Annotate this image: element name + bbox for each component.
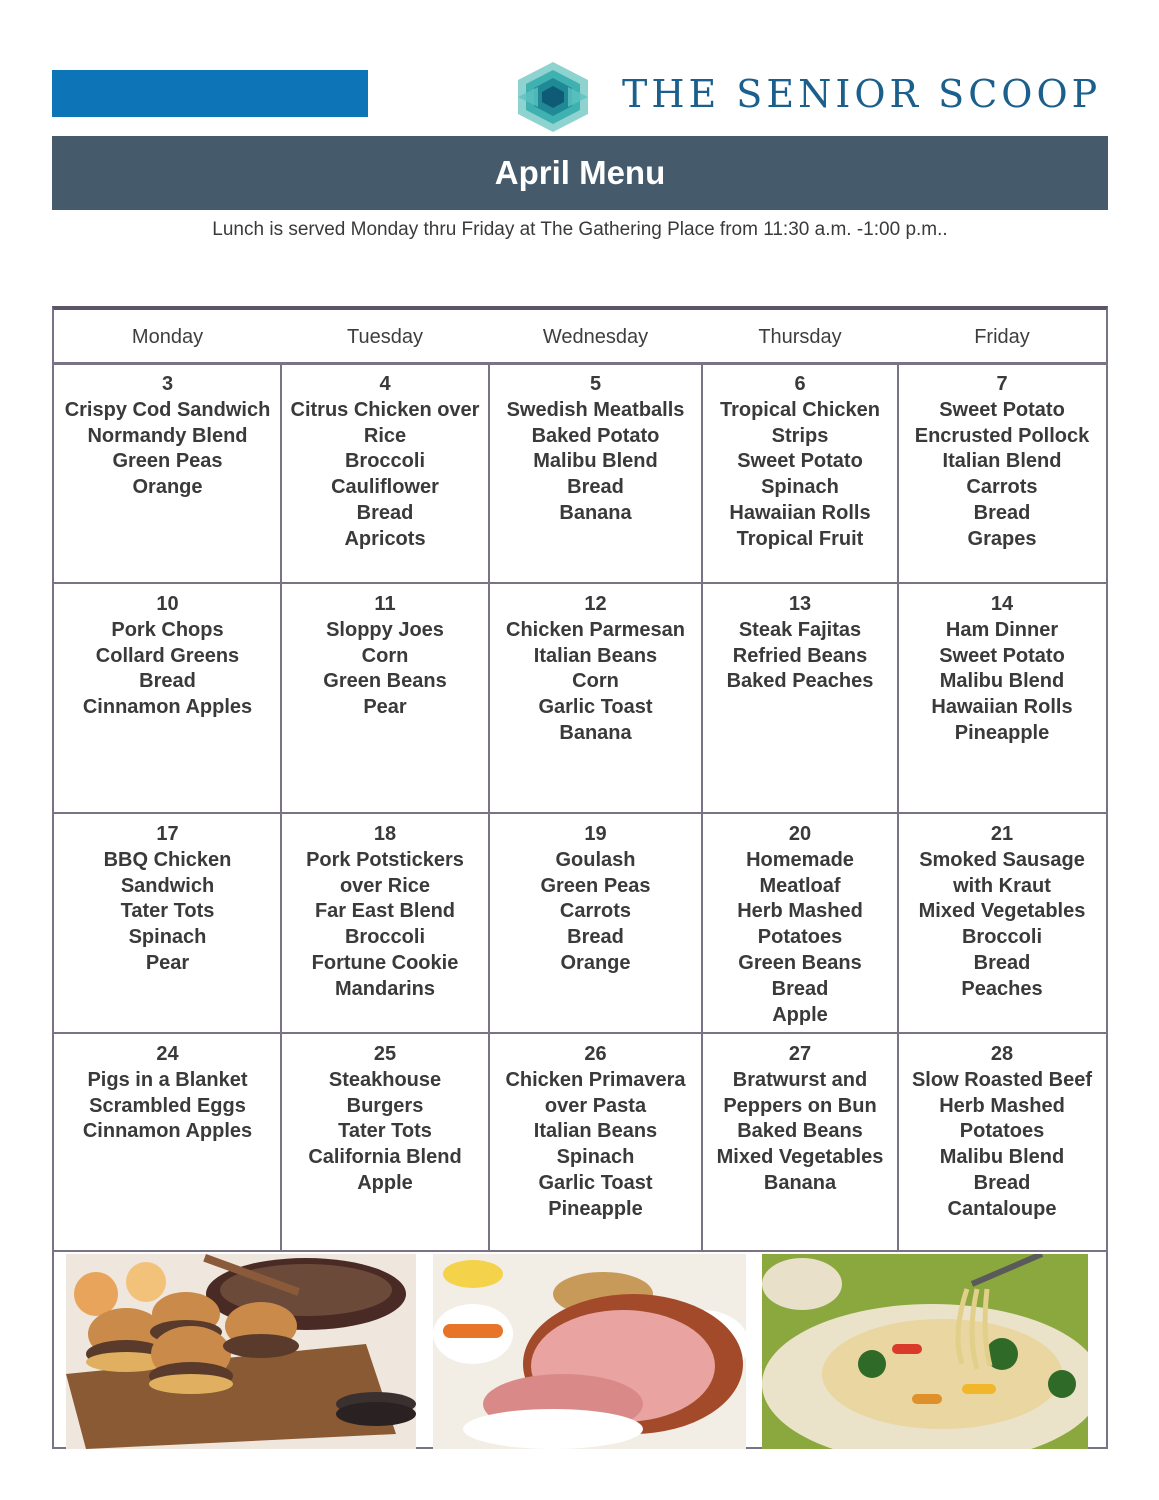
menu-day-cell	[702, 364, 898, 582]
menu-item: Pigs in a Blanket	[87, 1068, 248, 1091]
menu-item: Slow Roasted Beef	[911, 1068, 1093, 1091]
day-header-tuesday: Tuesday	[347, 325, 423, 348]
hexagon-logo-icon	[510, 60, 596, 134]
ham-photo-icon	[433, 1254, 746, 1449]
menu-day-cell	[54, 814, 281, 1032]
menu-day-cell	[702, 1034, 898, 1250]
menu-item: Orange	[132, 476, 203, 499]
brand-name: THE SENIOR SCOOP	[622, 72, 1102, 116]
day-header-monday: Monday	[131, 325, 204, 348]
pasta-photo-icon	[762, 1254, 1088, 1449]
menu-item: over Pasta	[544, 1094, 647, 1117]
menu-item: Herb Mashed	[939, 1094, 1065, 1117]
day-number: 21	[990, 823, 1014, 845]
day-header-friday: Friday	[974, 325, 1030, 348]
menu-item: Potatoes	[757, 926, 843, 949]
page-subtitle: Lunch is served Monday thru Friday at The Gathering Place from 11:30 a.m. -1:00 p.m..	[212, 219, 948, 240]
day-number: 24	[156, 1043, 179, 1065]
menu-day-cell	[702, 584, 898, 812]
menu-item: Collard Greens	[95, 644, 240, 667]
menu-day-cell	[489, 584, 702, 812]
menu-day-cell	[54, 364, 281, 582]
menu-item: Spinach	[761, 476, 839, 499]
day-number: 13	[788, 593, 812, 615]
menu-item: Pineapple	[548, 1197, 643, 1220]
menu-item: Mandarins	[334, 977, 436, 1000]
menu-item: Bratwurst and	[732, 1068, 868, 1091]
menu-day-cell	[54, 1034, 281, 1250]
menu-item: Burgers	[346, 1094, 424, 1117]
menu-item: Goulash	[555, 848, 636, 871]
menu-item: Peaches	[961, 977, 1043, 1000]
menu-item: Bread	[356, 501, 414, 524]
menu-item: Cinnamon Apples	[82, 1120, 253, 1143]
menu-item: Mixed Vegetables	[918, 900, 1086, 923]
menu-item: Sweet Potato	[939, 644, 1065, 667]
menu-item: Meatloaf	[759, 874, 841, 897]
menu-day-cell	[281, 814, 489, 1032]
menu-item: Baked Peaches	[726, 670, 874, 693]
menu-day-cell	[281, 364, 489, 582]
menu-day-cell	[489, 814, 702, 1032]
menu-item: Garlic Toast	[538, 696, 653, 719]
menu-item: Grapes	[967, 527, 1037, 550]
menu-item: Hawaiian Rolls	[729, 501, 871, 524]
menu-item: Crispy Cod Sandwich	[64, 398, 271, 421]
row-divider	[54, 1250, 1106, 1252]
day-number: 19	[584, 823, 607, 845]
day-number: 10	[156, 593, 179, 615]
menu-item: Malibu Blend	[939, 1146, 1065, 1169]
menu-day-cell	[281, 1034, 489, 1250]
menu-item: Cinnamon Apples	[82, 696, 253, 719]
menu-item: Green Peas	[112, 450, 223, 473]
menu-item: Encrusted Pollock	[914, 424, 1090, 447]
menu-day-cell	[898, 1034, 1106, 1250]
menu-item: Green Beans	[323, 670, 447, 693]
day-number: 25	[373, 1043, 397, 1065]
menu-item: Ham Dinner	[945, 618, 1059, 641]
menu-item: Pear	[145, 951, 190, 974]
menu-item: Strips	[771, 424, 829, 447]
day-number: 5	[589, 373, 602, 395]
menu-item: Homemade	[746, 848, 854, 871]
sliders-photo-icon	[66, 1254, 416, 1449]
menu-item: Tropical Chicken	[719, 398, 881, 421]
menu-item: Corn	[572, 670, 619, 693]
menu-item: Banana	[763, 1171, 837, 1194]
menu-item: over Rice	[339, 874, 431, 897]
menu-item: Steakhouse	[328, 1068, 442, 1091]
menu-item: Pork Chops	[111, 618, 224, 641]
menu-item: Herb Mashed	[737, 900, 863, 923]
menu-item: Sweet Potato	[939, 398, 1065, 421]
menu-item: Sweet Potato	[737, 450, 863, 473]
menu-item: with Kraut	[953, 874, 1051, 897]
page-title: April Menu	[52, 136, 1108, 210]
menu-item: Cauliflower	[331, 476, 439, 499]
menu-day-cell	[54, 584, 281, 812]
day-number: 26	[584, 1043, 607, 1065]
menu-item: Hawaiian Rolls	[931, 696, 1073, 719]
menu-item: Banana	[559, 501, 632, 524]
menu-item: Normandy Blend	[87, 424, 248, 447]
menu-item: Far East Blend	[314, 900, 456, 923]
menu-item: Bread	[973, 501, 1031, 524]
menu-item: Tropical Fruit	[736, 527, 864, 550]
menu-item: Sloppy Joes	[326, 618, 444, 641]
day-number: 28	[990, 1043, 1014, 1065]
menu-item: Malibu Blend	[939, 670, 1065, 693]
menu-day-cell	[898, 814, 1106, 1032]
menu-item: Refried Beans	[732, 644, 868, 667]
day-number: 3	[161, 373, 174, 395]
menu-item: Baked Potato	[531, 424, 660, 447]
menu-day-cell	[702, 814, 898, 1032]
menu-day-cell	[898, 584, 1106, 812]
menu-item: Rice	[363, 424, 407, 447]
menu-item: Tater Tots	[120, 900, 215, 923]
day-header-thursday: Thursday	[758, 325, 842, 348]
day-number: 14	[990, 593, 1014, 615]
menu-item: Citrus Chicken over	[290, 398, 480, 421]
day-header-wednesday: Wednesday	[542, 325, 649, 348]
menu-item: Chicken Parmesan	[506, 618, 685, 641]
menu-item: Bread	[139, 670, 196, 693]
menu-item: Swedish Meatballs	[506, 398, 685, 421]
day-number: 20	[788, 823, 812, 845]
menu-item: Green Peas	[540, 874, 651, 897]
menu-item: Mixed Vegetables	[716, 1146, 884, 1169]
day-number: 6	[794, 373, 806, 395]
menu-item: Peppers on Bun	[723, 1094, 877, 1117]
menu-item: Italian Beans	[533, 644, 658, 667]
menu-calendar	[52, 306, 1108, 1449]
menu-item: Corn	[361, 644, 409, 667]
day-number: 11	[374, 593, 396, 615]
menu-item: Garlic Toast	[538, 1171, 653, 1194]
menu-item: Steak Fajitas	[738, 618, 862, 641]
day-number: 7	[996, 373, 1008, 395]
menu-day-cell	[489, 1034, 702, 1250]
menu-item: Green Beans	[738, 951, 862, 974]
menu-item: Spinach	[128, 926, 207, 949]
menu-item: Italian Beans	[533, 1120, 658, 1143]
menu-item: Apple	[357, 1171, 413, 1194]
menu-item: California Blend	[308, 1146, 462, 1169]
menu-day-cell	[281, 584, 489, 812]
menu-item: Smoked Sausage	[919, 848, 1085, 871]
menu-item: Tater Tots	[338, 1120, 432, 1143]
menu-item: Chicken Primavera	[505, 1068, 686, 1091]
menu-item: Pear	[363, 696, 407, 719]
menu-item: Banana	[559, 721, 632, 744]
menu-item: Bread	[973, 1171, 1031, 1194]
menu-item: Bread	[567, 926, 624, 949]
menu-item: Sandwich	[120, 874, 215, 897]
menu-item: Pork Potstickers	[306, 848, 464, 871]
menu-item: Baked Beans	[737, 1120, 863, 1143]
menu-item: Broccoli	[344, 450, 426, 473]
day-number: 18	[373, 823, 397, 845]
day-number: 12	[584, 593, 607, 615]
menu-item: Broccoli	[344, 926, 426, 949]
menu-item: Bread	[567, 476, 624, 499]
menu-item: Bread	[973, 951, 1031, 974]
menu-item: Spinach	[556, 1146, 635, 1169]
menu-item: Carrots	[966, 476, 1038, 499]
food-photos	[54, 1254, 1106, 1449]
menu-item: Apple	[772, 1003, 828, 1026]
menu-item: Apricots	[344, 527, 426, 550]
menu-item: Italian Blend	[942, 450, 1062, 473]
menu-day-cell	[898, 364, 1106, 582]
day-number: 17	[156, 823, 179, 845]
menu-item: Malibu Blend	[533, 450, 658, 473]
menu-item: Pineapple	[954, 721, 1050, 744]
menu-item: Bread	[771, 977, 829, 1000]
menu-item: Broccoli	[961, 926, 1043, 949]
menu-item: Orange	[560, 951, 631, 974]
menu-item: Fortune Cookie	[311, 951, 459, 974]
menu-item: BBQ Chicken	[103, 848, 232, 871]
menu-day-cell	[489, 364, 702, 582]
day-number: 4	[379, 373, 391, 395]
menu-item: Cantaloupe	[947, 1197, 1057, 1220]
menu-item: Scrambled Eggs	[89, 1094, 246, 1117]
menu-item: Carrots	[559, 900, 632, 923]
day-number: 27	[788, 1043, 812, 1065]
menu-item: Potatoes	[959, 1120, 1045, 1143]
header-accent-bar	[52, 70, 368, 117]
